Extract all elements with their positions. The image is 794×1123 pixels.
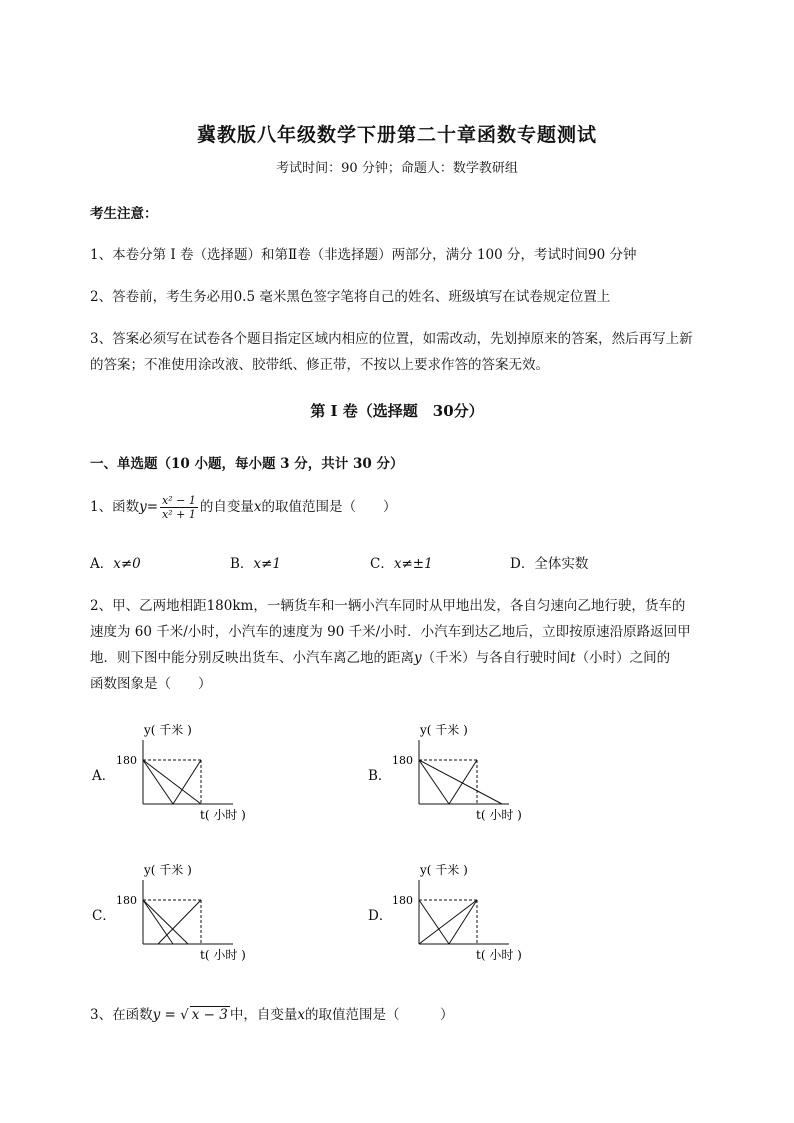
value-label: 180 <box>116 894 137 907</box>
q1-option-b[interactable]: B．x≠1 <box>230 556 281 572</box>
car-line-out <box>419 900 449 944</box>
notice-item-3-cont: 的答案；不准使用涂改液、胶带纸、修正带，不按以上要求作答的答案无效。 <box>90 357 549 373</box>
car-line-back <box>173 760 201 804</box>
y-axis-label: y( 千米 ) <box>420 723 468 737</box>
notice-heading: 考生注意： <box>90 206 158 222</box>
question-3: 3、在函数y = √ x − 3 中，自变量x的取值范围是（ ） <box>90 1007 454 1023</box>
sqrt-symbol: √ <box>180 1007 189 1023</box>
q1-option-a[interactable]: A．x≠0 <box>90 556 141 572</box>
value-label: 180 <box>116 754 137 767</box>
graph-option-d-label[interactable]: D． <box>368 908 393 924</box>
car-line-out <box>143 760 173 804</box>
t-axis-label: t( 小时 ) <box>200 808 246 822</box>
y-axis-label: y( 千米 ) <box>144 723 192 737</box>
page-title: 冀教版八年级数学下册第二十章函数专题测试 <box>196 124 597 146</box>
notice-item-1: 1、本卷分第 I 卷（选择题）和第Ⅱ卷（非选择题）两部分，满分 100 分，考试时间90 分钟 <box>90 247 637 263</box>
value-label: 180 <box>392 894 413 907</box>
graph-b <box>384 718 564 828</box>
graph-d <box>384 858 564 968</box>
graph-a <box>108 718 288 828</box>
graph-c <box>108 858 288 968</box>
part-title: 一、单选题（10 小题，每小题 3 分，共计 30 分） <box>90 456 404 472</box>
exam-info: 考试时间：90 分钟；命题人：数学教研组 <box>276 161 518 176</box>
truck-line <box>143 900 173 944</box>
car-line-back <box>158 900 201 944</box>
question-1: 1、函数y= $\frac{\text{x² − 1}}{\text{x² + 1}}$ 的自变量x的取值范围是（ ） <box>90 494 397 521</box>
t-axis-label: t( 小时 ) <box>200 948 246 962</box>
car-line-out <box>419 760 449 804</box>
q1-option-d[interactable]: D．全体实数 <box>510 556 589 572</box>
graph-option-a-label[interactable]: A． <box>92 768 116 784</box>
section-title: 第 I 卷（选择题 30分） <box>310 402 484 420</box>
q1-option-c[interactable]: C．x≠±1 <box>370 556 433 572</box>
truck-line <box>143 760 201 804</box>
q2-line-2: 速度为 60 千米/小时，小汽车的速度为 90 千米/小时．小汽车到达乙地后，立即按原速沿原路返回甲 <box>90 624 691 640</box>
truck-line <box>419 760 502 804</box>
q2-line-4: 函数图象是（ ） <box>90 676 212 692</box>
t-axis-label: t( 小时 ) <box>476 808 522 822</box>
graph-option-b-label[interactable]: B． <box>368 768 392 784</box>
q2-line-3: 地．则下图中能分别反映出货车、小汽车离乙地的距离y（千米）与各自行驶时间t（小时）之间的 <box>90 650 671 666</box>
t-axis-label: t( 小时 ) <box>476 948 522 962</box>
notice-item-3: 3、答案必须写在试卷各个题目指定区域内相应的位置，如需改动，先划掉原来的答案，然后再写上新 <box>90 331 693 347</box>
notice-item-2: 2、答卷前，考生务必用0.5 毫米黑色签字笔将自己的姓名、班级填写在试卷规定位置上 <box>90 289 611 305</box>
value-label: 180 <box>392 754 413 767</box>
car-line-back <box>449 760 477 804</box>
q2-line-1: 2、甲、乙两地相距180km，一辆货车和一辆小汽车同时从甲地出发，各自匀速向乙地行驶，货车的 <box>90 598 686 614</box>
car-line-back <box>449 900 477 944</box>
radicand: x − 3 <box>191 1007 228 1023</box>
y-axis-label: y( 千米 ) <box>144 863 192 877</box>
car-line-out <box>143 900 188 944</box>
y-axis-label: y( 千米 ) <box>420 863 468 877</box>
graph-option-c-label[interactable]: C． <box>92 908 116 924</box>
fraction: $\frac{\text{x² − 1}}{\text{x² + 1}}$ <box>162 494 196 521</box>
truck-line <box>419 900 477 944</box>
